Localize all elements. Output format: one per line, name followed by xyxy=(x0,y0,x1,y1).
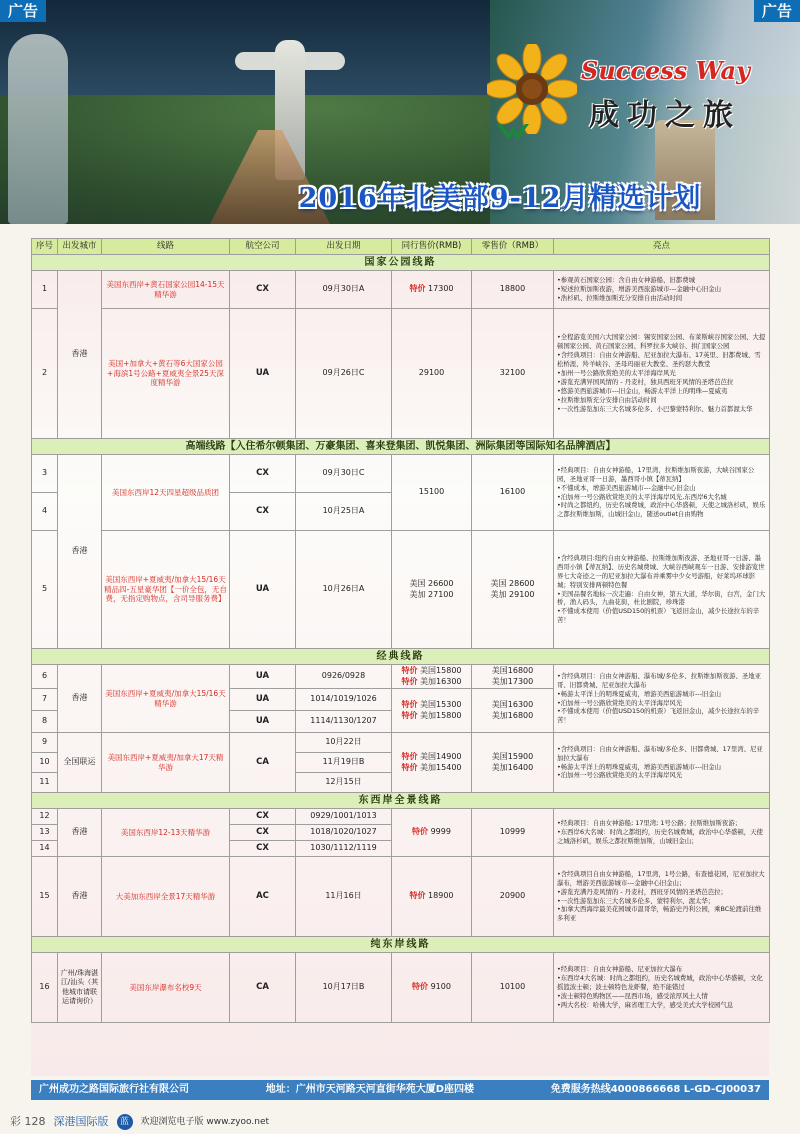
page-footer xyxy=(0,1110,800,1134)
statue-of-liberty-image xyxy=(8,34,68,224)
col-date: 出发日期 xyxy=(296,239,392,255)
ad-label-left: 广告 xyxy=(0,0,46,22)
col-city: 出发城市 xyxy=(58,239,102,255)
table-row: 4 CX 10月25日A xyxy=(32,493,770,531)
header-banner xyxy=(0,0,800,224)
page-number: 彩 128 xyxy=(10,1115,46,1128)
section-national-park: 国家公园线路 xyxy=(32,255,770,271)
publication-name: 深港国际版 xyxy=(53,1115,109,1128)
website-link[interactable]: 欢迎浏览电子版 www.zyoo.net xyxy=(140,1117,270,1127)
table-row: 5 美国东西岸+夏威夷/加拿大15/16天精品四-五星豪华团【一价全包，无自费，无指定购物点，含司导服务费】 UA 10月26日A 美国 26600 美加 27100 美国 28600 美加 29100 •含经典项目:纽约自由女神游船、拉斯维加斯夜游、圣地亚哥一日游、墨西哥小镇【蒂瓦纳】、历史名城费城、大峡谷西峡观车一日游、安排游览世界七大奇迹之一的尼亚加拉大瀑布并乘雾中少女号游船，好莱坞环球影城；特别安排两顿特色餐 •美国品餐名地标一次走遍：自由女神，第五大道，华尔街，白宫，金门大桥，渔人码头，九曲花街，杜比剧院，珍珠港 •不懂成本使用（价值USD150的机票）飞返旧金山，减少长途拉车的辛苦！ xyxy=(32,531,770,649)
brand-cn: 成功之旅 xyxy=(589,98,741,133)
col-retail-price: 零售价（RMB） xyxy=(472,239,554,255)
footer-bar xyxy=(31,1080,769,1100)
wing-logo-icon xyxy=(495,122,535,142)
table-row: 3 香港 美国东西岸12天四星超级品质团 CX 09月30日C 15100 16100 •经典项目：自由女神游船，17里湾，拉斯维加斯夜游，大峡谷国家公园，圣地亚哥一日游，墨西哥小镇【蒂瓦纳】 •不懂成本，增游美西旅游城市---金融中心旧金山 •泊加州一号公路欣赏绝美的太平洋海岸风光,东西岸6大名城 •时尚之都纽约，历史名城费城，政治中心华盛顿，天使之城洛杉矶，娱乐之都拉斯维加斯，山城旧金山，随送outlet自由购物 xyxy=(32,455,770,493)
section-premium: 高端线路【入住希尔顿集团、万豪集团、喜来登集团、凯悦集团、洲际集团等国际知名品牌酒店】 xyxy=(32,439,770,455)
section-east-coast: 纯东岸线路 xyxy=(32,937,770,953)
col-no: 序号 xyxy=(32,239,58,255)
table-row: 6 香港 美国东西岸+夏威夷/加拿大15/16天精华游 UA 0926/0928 特价 美国15800 特价 美加16300 美国16800 美加17300 •含经典项目：自由女神游船、瀑布城/多伦多、拉斯维加斯夜游、圣地亚哥、旧都费城、尼亚加拉大瀑布 •畅游太平洋上的明珠夏威夷，增游美西旅游城市---旧金山 •泊加州一号公路欣赏绝美的太平洋海岸风光 •不懂成本使用（价值USD150的机票）飞返旧金山，减少长途拉车的辛苦！ xyxy=(32,665,770,689)
table-row: 15 香港 大美加东西岸全景17天精华游 AC 11月16日 特价 18900 20900 •含经典项目自由女神游船，17里湾，1号公路，布查德花园，尼亚加拉大瀑布，增游美西旅游城市---金融中心旧金山； •游览充满丹麦风情的 - 丹麦村，西班牙风情的圣塔芭芭拉； •一次性游览加东三大名城多伦多、蒙特利尔、渥太华； •加拿大西海岸最美花园城市温哥华，畅游史丹利公园，乘BC轮渡前往维多利亚 xyxy=(32,857,770,937)
table-row: 2 美国+加拿大+黄石等6大国家公园+海滨1号公路+夏威夷全景25天深度精华游 UA 09月26日C 29100 32100 •全程游览美国六大国家公园：锡安国家公园、布莱斯峡谷国家公园、大提顿国家公园、黄石国家公园、科罗拉多大峡谷、拱门国家公园 •含经典项目：自由女神游船、尼亚加拉大瀑布、17英里、旧都费城、雪松桥涯、羚羊峡谷、圣母玛丽亚大教堂、圣约瑟大教堂 •加州一号公路欣赏绝美的太平洋海岸风光 •游览充满异国风情的 - 丹麦村，独具西班牙风情的圣塔芭芭拉 •悠游美西旅游城市---旧金山，畅游太平洋上的明珠—夏威夷 •拉斯维加斯充分安排自由活动时间 •一次性游览加东三大名城多伦多、小巴黎蒙特利尔、魅力首都渥太华 xyxy=(32,309,770,439)
footer-address: 地址：广州市天河路天河直街华苑大厦D座四楼 xyxy=(265,1084,475,1095)
section-classic: 经典线路 xyxy=(32,649,770,665)
publication-badge: 蓝 xyxy=(117,1114,133,1130)
page-title: 2016年北美部9-12月精选计划 xyxy=(298,183,702,214)
table-row: 11 12月15日 xyxy=(32,773,770,793)
brand-en: Success Way xyxy=(581,56,751,85)
col-peer-price: 同行售价(RMB) xyxy=(392,239,472,255)
ad-label-right: 广告 xyxy=(754,0,800,22)
table-row: 10 11月19日B xyxy=(32,753,770,773)
table-row: 9 全国联运 美国东西岸+夏威夷/加拿大17天精华游 CA 10月22日 特价 美国14900 特价 美加15400 美国15900 美加16400 •含经典项目：自由女神游船、瀑布城/多伦多、旧都费城、17里湾、尼亚加拉大瀑布 •畅游太平洋上的明珠夏威夷，增游美西旅游城市---旧金山 •泊加州一号公路欣赏绝美的太平洋海岸风光 xyxy=(32,733,770,753)
section-east-west: 东西岸全景线路 xyxy=(32,793,770,809)
table-row: 14 CX 1030/1112/1119 xyxy=(32,841,770,857)
table-row: 8 UA 1114/1130/1207 xyxy=(32,711,770,733)
table-row: 12 香港 美国东西岸12-13天精华游 CX 0929/1001/1013 特价 9999 10999 •经典项目：自由女神游船; 17里湾; 1号公路；拉斯维加斯夜游； •东西岸6大名城：时尚之都纽约，历史名城费城，政治中心华盛顿，天使之城洛杉矶，娱乐之都拉斯维加斯，山城旧金山； xyxy=(32,809,770,825)
footer-company: 广州成功之路国际旅行社有限公司 xyxy=(39,1084,189,1095)
col-highlights: 亮点 xyxy=(554,239,770,255)
table-row: 16 广州/珠海湛江/汕头（其他城市请联运请询价） 美国东岸瀑布名校9天 CA 10月17日B 特价 9100 10100 •经典项目：自由女神游船、尼亚加拉大瀑布 •东西岸4大名城：时尚之都纽约，历史名城费城，政治中心华盛顿，文化摇篮波士顿；波士顿特色龙虾餐，绝不能错过 •波士顿特色购物区——昆西市场，感受浓厚风土人情 •两大名校：哈佛大学，麻省理工大学，感受美式大学校园气息 xyxy=(32,953,770,1023)
col-route: 线路 xyxy=(102,239,230,255)
itinerary-table xyxy=(31,238,770,1023)
table-row: 13 CX 1018/1020/1027 xyxy=(32,825,770,841)
table-header xyxy=(32,239,770,255)
brand-logo xyxy=(487,44,757,144)
footer-hotline: 免费服务热线4000866668 L-GD-CJ00037 xyxy=(550,1084,761,1095)
table-row: 7 UA 1014/1019/1026 特价 美国15300 特价 美加15800 美国16300 美加16800 xyxy=(32,689,770,711)
table-row: 1 香港 美国东西岸+黄石国家公园14-15天精华游 CX 09月30日A 特价 17300 18800 •参观黄石国家公园：含自由女神游船、旧都费城 •短述拉斯加斯夜游，增游美西旅游城市---金融中心旧金山 •浩杉矶、拉斯维加斯充分安排自由活动时间 xyxy=(32,271,770,309)
col-airline: 航空公司 xyxy=(230,239,296,255)
itinerary-table-wrap xyxy=(31,238,769,1076)
sunflower-icon xyxy=(487,44,577,134)
